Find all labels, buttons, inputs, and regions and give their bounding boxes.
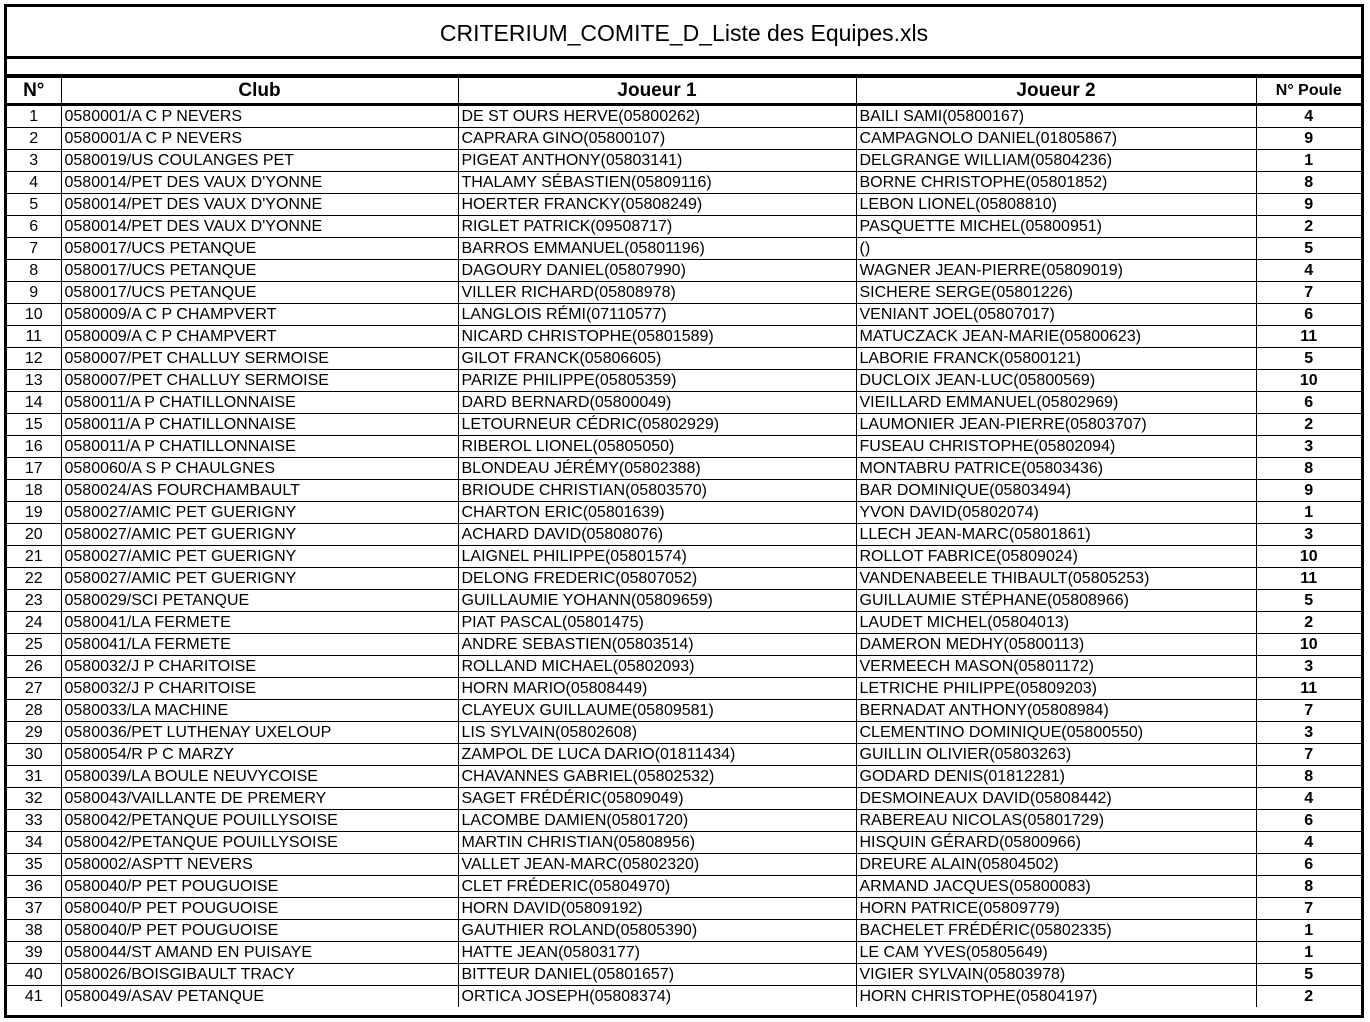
cell-club: 0580007/PET CHALLUY SERMOISE [61,370,458,392]
cell-num: 11 [7,326,61,348]
table-row [7,172,1361,194]
cell-poule: 6 [1256,304,1361,326]
cell-club: 0580026/BOISGIBAULT TRACY [61,964,458,986]
cell-joueur2: VENIANT JOEL(05807017) [856,304,1256,326]
cell-joueur1: BRIOUDE CHRISTIAN(05803570) [458,480,856,502]
cell-joueur2: VANDENABEELE THIBAULT(05805253) [856,568,1256,590]
cell-poule: 1 [1256,942,1361,964]
cell-poule: 2 [1256,612,1361,634]
cell-joueur2: LABORIE FRANCK(05800121) [856,348,1256,370]
cell-joueur2: FUSEAU CHRISTOPHE(05802094) [856,436,1256,458]
cell-joueur1: HOERTER FRANCKY(05808249) [458,194,856,216]
cell-num: 26 [7,656,61,678]
cell-joueur2: DUCLOIX JEAN-LUC(05800569) [856,370,1256,392]
cell-joueur1: THALAMY SÉBASTIEN(05809116) [458,172,856,194]
cell-joueur2: WAGNER JEAN-PIERRE(05809019) [856,260,1256,282]
cell-joueur1: ORTICA JOSEPH(05808374) [458,986,856,1008]
cell-poule: 8 [1256,766,1361,788]
cell-club: 0580040/P PET POUGUOISE [61,898,458,920]
cell-num: 9 [7,282,61,304]
cell-joueur2: VIGIER SYLVAIN(05803978) [856,964,1256,986]
cell-club: 0580043/VAILLANTE DE PREMERY [61,788,458,810]
cell-poule: 11 [1256,326,1361,348]
header-joueur2: Joueur 2 [856,78,1256,105]
table-row [7,788,1361,810]
cell-poule: 8 [1256,876,1361,898]
cell-num: 3 [7,150,61,172]
cell-num: 18 [7,480,61,502]
cell-joueur1: DAGOURY DANIEL(05807990) [458,260,856,282]
table-row [7,744,1361,766]
table-row [7,502,1361,524]
teams-table [7,77,1361,1007]
header-row [7,78,1361,105]
cell-num: 24 [7,612,61,634]
cell-club: 0580001/A C P NEVERS [61,105,458,128]
table-row [7,854,1361,876]
table-row [7,238,1361,260]
cell-num: 32 [7,788,61,810]
cell-num: 17 [7,458,61,480]
cell-poule: 4 [1256,788,1361,810]
cell-poule: 10 [1256,546,1361,568]
cell-num: 36 [7,876,61,898]
spreadsheet-page [4,4,1364,1018]
table-row [7,722,1361,744]
cell-joueur1: CLET FRÉDERIC(05804970) [458,876,856,898]
cell-club: 0580017/UCS PETANQUE [61,260,458,282]
cell-poule: 6 [1256,392,1361,414]
cell-num: 15 [7,414,61,436]
cell-club: 0580017/UCS PETANQUE [61,282,458,304]
cell-joueur2: DAMERON MEDHY(05800113) [856,634,1256,656]
cell-num: 20 [7,524,61,546]
cell-joueur1: CHARTON ERIC(05801639) [458,502,856,524]
table-row [7,216,1361,238]
cell-num: 12 [7,348,61,370]
cell-club: 0580044/ST AMAND EN PUISAYE [61,942,458,964]
table-row [7,898,1361,920]
cell-club: 0580041/LA FERMETE [61,634,458,656]
table-row [7,370,1361,392]
cell-poule: 7 [1256,744,1361,766]
cell-joueur2: GUILLAUMIE STÉPHANE(05808966) [856,590,1256,612]
cell-poule: 6 [1256,810,1361,832]
cell-num: 19 [7,502,61,524]
table-row [7,876,1361,898]
cell-poule: 10 [1256,634,1361,656]
cell-club: 0580040/P PET POUGUOISE [61,876,458,898]
table-row [7,832,1361,854]
cell-num: 30 [7,744,61,766]
cell-poule: 9 [1256,480,1361,502]
cell-joueur2: DESMOINEAUX DAVID(05808442) [856,788,1256,810]
cell-joueur1: LAIGNEL PHILIPPE(05801574) [458,546,856,568]
cell-joueur2: LEBON LIONEL(05808810) [856,194,1256,216]
cell-joueur1: NICARD CHRISTOPHE(05801589) [458,326,856,348]
cell-poule: 5 [1256,590,1361,612]
cell-poule: 11 [1256,568,1361,590]
cell-club: 0580014/PET DES VAUX D'YONNE [61,172,458,194]
cell-club: 0580014/PET DES VAUX D'YONNE [61,216,458,238]
table-row [7,986,1361,1008]
cell-joueur1: SAGET FRÉDÉRIC(05809049) [458,788,856,810]
cell-joueur2: BAILI SAMI(05800167) [856,105,1256,128]
cell-poule: 2 [1256,414,1361,436]
cell-poule: 2 [1256,986,1361,1008]
cell-num: 16 [7,436,61,458]
cell-poule: 5 [1256,964,1361,986]
cell-num: 21 [7,546,61,568]
cell-joueur2: ARMAND JACQUES(05800083) [856,876,1256,898]
cell-joueur2: LETRICHE PHILIPPE(05809203) [856,678,1256,700]
cell-joueur1: VILLER RICHARD(05808978) [458,282,856,304]
table-row [7,480,1361,502]
cell-num: 1 [7,105,61,128]
cell-club: 0580060/A S P CHAULGNES [61,458,458,480]
cell-num: 2 [7,128,61,150]
table-row [7,458,1361,480]
table-row [7,326,1361,348]
cell-club: 0580042/PETANQUE POUILLYSOISE [61,832,458,854]
cell-joueur1: BLONDEAU JÉRÉMY(05802388) [458,458,856,480]
cell-num: 27 [7,678,61,700]
cell-joueur2: LE CAM YVES(05805649) [856,942,1256,964]
cell-joueur1: PARIZE PHILIPPE(05805359) [458,370,856,392]
cell-joueur2: DELGRANGE WILLIAM(05804236) [856,150,1256,172]
cell-joueur2: PASQUETTE MICHEL(05800951) [856,216,1256,238]
header-club: Club [61,78,458,105]
cell-joueur2: HISQUIN GÉRARD(05800966) [856,832,1256,854]
table-row [7,810,1361,832]
cell-joueur2: DREURE ALAIN(05804502) [856,854,1256,876]
cell-club: 0580027/AMIC PET GUERIGNY [61,524,458,546]
cell-num: 23 [7,590,61,612]
header-joueur1: Joueur 1 [458,78,856,105]
cell-joueur1: DARD BERNARD(05800049) [458,392,856,414]
cell-joueur2: () [856,238,1256,260]
cell-joueur1: LANGLOIS RÉMI(07110577) [458,304,856,326]
cell-num: 10 [7,304,61,326]
cell-poule: 5 [1256,348,1361,370]
cell-num: 14 [7,392,61,414]
cell-joueur1: CHAVANNES GABRIEL(05802532) [458,766,856,788]
cell-joueur1: LETOURNEUR CÉDRIC(05802929) [458,414,856,436]
cell-joueur1: GAUTHIER ROLAND(05805390) [458,920,856,942]
cell-poule: 7 [1256,898,1361,920]
cell-num: 38 [7,920,61,942]
cell-num: 34 [7,832,61,854]
cell-joueur2: CLEMENTINO DOMINIQUE(05800550) [856,722,1256,744]
cell-joueur1: BARROS EMMANUEL(05801196) [458,238,856,260]
cell-club: 0580011/A P CHATILLONNAISE [61,436,458,458]
table-row [7,304,1361,326]
table-row [7,348,1361,370]
document-title: CRITERIUM_COMITE_D_Liste des Equipes.xls [7,7,1361,59]
table-row [7,105,1361,128]
cell-club: 0580033/LA MACHINE [61,700,458,722]
cell-num: 6 [7,216,61,238]
cell-club: 0580011/A P CHATILLONNAISE [61,392,458,414]
cell-joueur1: DE ST OURS HERVE(05800262) [458,105,856,128]
cell-num: 39 [7,942,61,964]
cell-poule: 7 [1256,282,1361,304]
table-row [7,392,1361,414]
table-row [7,524,1361,546]
cell-num: 41 [7,986,61,1008]
table-row [7,436,1361,458]
cell-num: 25 [7,634,61,656]
cell-joueur2: HORN PATRICE(05809779) [856,898,1256,920]
table-row [7,260,1361,282]
cell-joueur2: GUILLIN OLIVIER(05803263) [856,744,1256,766]
cell-poule: 4 [1256,105,1361,128]
cell-joueur1: GILOT FRANCK(05806605) [458,348,856,370]
cell-poule: 5 [1256,238,1361,260]
table-body [7,105,1361,1008]
table-row [7,546,1361,568]
cell-club: 0580001/A C P NEVERS [61,128,458,150]
cell-poule: 10 [1256,370,1361,392]
cell-joueur2: MATUCZACK JEAN-MARIE(05800623) [856,326,1256,348]
cell-joueur2: VIEILLARD EMMANUEL(05802969) [856,392,1256,414]
cell-joueur2: LAUMONIER JEAN-PIERRE(05803707) [856,414,1256,436]
cell-joueur2: MONTABRU PATRICE(05803436) [856,458,1256,480]
cell-joueur1: ZAMPOL DE LUCA DARIO(01811434) [458,744,856,766]
cell-joueur2: ROLLOT FABRICE(05809024) [856,546,1256,568]
cell-poule: 3 [1256,524,1361,546]
cell-poule: 11 [1256,678,1361,700]
cell-num: 7 [7,238,61,260]
cell-club: 0580014/PET DES VAUX D'YONNE [61,194,458,216]
cell-poule: 1 [1256,502,1361,524]
cell-club: 0580041/LA FERMETE [61,612,458,634]
cell-num: 37 [7,898,61,920]
cell-joueur2: VERMEECH MASON(05801172) [856,656,1256,678]
cell-joueur1: ACHARD DAVID(05808076) [458,524,856,546]
cell-poule: 8 [1256,458,1361,480]
cell-club: 0580019/US COULANGES PET [61,150,458,172]
cell-joueur2: LLECH JEAN-MARC(05801861) [856,524,1256,546]
cell-poule: 1 [1256,150,1361,172]
cell-joueur1: PIAT PASCAL(05801475) [458,612,856,634]
cell-joueur1: HORN DAVID(05809192) [458,898,856,920]
cell-num: 29 [7,722,61,744]
cell-club: 0580054/R P C MARZY [61,744,458,766]
cell-poule: 3 [1256,656,1361,678]
table-row [7,590,1361,612]
cell-num: 28 [7,700,61,722]
cell-num: 33 [7,810,61,832]
cell-poule: 6 [1256,854,1361,876]
cell-num: 31 [7,766,61,788]
cell-joueur1: LIS SYLVAIN(05802608) [458,722,856,744]
cell-joueur2: RABEREAU NICOLAS(05801729) [856,810,1256,832]
table-row [7,964,1361,986]
table-row [7,612,1361,634]
cell-joueur2: LAUDET MICHEL(05804013) [856,612,1256,634]
cell-poule: 3 [1256,436,1361,458]
cell-poule: 2 [1256,216,1361,238]
cell-club: 0580017/UCS PETANQUE [61,238,458,260]
cell-joueur2: SICHERE SERGE(05801226) [856,282,1256,304]
table-row [7,568,1361,590]
cell-joueur1: GUILLAUMIE YOHANN(05809659) [458,590,856,612]
cell-joueur1: VALLET JEAN-MARC(05802320) [458,854,856,876]
cell-joueur2: CAMPAGNOLO DANIEL(01805867) [856,128,1256,150]
cell-club: 0580049/ASAV PETANQUE [61,986,458,1008]
cell-poule: 4 [1256,832,1361,854]
cell-joueur1: HORN MARIO(05808449) [458,678,856,700]
cell-joueur1: BITTEUR DANIEL(05801657) [458,964,856,986]
cell-joueur1: HATTE JEAN(05803177) [458,942,856,964]
cell-club: 0580042/PETANQUE POUILLYSOISE [61,810,458,832]
cell-joueur2: BAR DOMINIQUE(05803494) [856,480,1256,502]
table-row [7,766,1361,788]
cell-joueur2: BERNADAT ANTHONY(05808984) [856,700,1256,722]
cell-club: 0580032/J P CHARITOISE [61,678,458,700]
cell-num: 35 [7,854,61,876]
cell-poule: 7 [1256,700,1361,722]
cell-poule: 9 [1256,194,1361,216]
cell-poule: 9 [1256,128,1361,150]
cell-club: 0580007/PET CHALLUY SERMOISE [61,348,458,370]
header-poule: N° Poule [1256,78,1361,105]
cell-joueur2: HORN CHRISTOPHE(05804197) [856,986,1256,1008]
header-num: N° [7,78,61,105]
cell-joueur1: ANDRE SEBASTIEN(05803514) [458,634,856,656]
table-row [7,678,1361,700]
table-row [7,634,1361,656]
cell-club: 0580009/A C P CHAMPVERT [61,326,458,348]
cell-joueur1: CLAYEUX GUILLAUME(05809581) [458,700,856,722]
cell-num: 5 [7,194,61,216]
cell-poule: 1 [1256,920,1361,942]
cell-joueur2: GODARD DENIS(01812281) [856,766,1256,788]
cell-joueur1: LACOMBE DAMIEN(05801720) [458,810,856,832]
table-row [7,656,1361,678]
table-row [7,700,1361,722]
table-row [7,282,1361,304]
table-row [7,150,1361,172]
table-row [7,414,1361,436]
table-row [7,942,1361,964]
cell-club: 0580002/ASPTT NEVERS [61,854,458,876]
cell-num: 8 [7,260,61,282]
cell-club: 0580027/AMIC PET GUERIGNY [61,568,458,590]
cell-joueur2: BORNE CHRISTOPHE(05801852) [856,172,1256,194]
cell-club: 0580040/P PET POUGUOISE [61,920,458,942]
cell-club: 0580036/PET LUTHENAY UXELOUP [61,722,458,744]
cell-club: 0580024/AS FOURCHAMBAULT [61,480,458,502]
cell-num: 4 [7,172,61,194]
cell-joueur1: RIGLET PATRICK(09508717) [458,216,856,238]
cell-club: 0580029/SCI PETANQUE [61,590,458,612]
cell-club: 0580027/AMIC PET GUERIGNY [61,502,458,524]
cell-poule: 4 [1256,260,1361,282]
table-row [7,920,1361,942]
cell-club: 0580027/AMIC PET GUERIGNY [61,546,458,568]
cell-joueur1: MARTIN CHRISTIAN(05808956) [458,832,856,854]
cell-joueur2: YVON DAVID(05802074) [856,502,1256,524]
cell-joueur1: CAPRARA GINO(05800107) [458,128,856,150]
cell-joueur1: ROLLAND MICHAEL(05802093) [458,656,856,678]
cell-poule: 3 [1256,722,1361,744]
table-row [7,194,1361,216]
cell-joueur2: BACHELET FRÉDÉRIC(05802335) [856,920,1256,942]
cell-num: 22 [7,568,61,590]
spacer-row [7,59,1361,77]
cell-joueur1: DELONG FREDERIC(05807052) [458,568,856,590]
cell-num: 13 [7,370,61,392]
cell-joueur1: RIBEROL LIONEL(05805050) [458,436,856,458]
cell-poule: 8 [1256,172,1361,194]
cell-club: 0580039/LA BOULE NEUVYCOISE [61,766,458,788]
cell-club: 0580009/A C P CHAMPVERT [61,304,458,326]
cell-num: 40 [7,964,61,986]
cell-joueur1: PIGEAT ANTHONY(05803141) [458,150,856,172]
cell-club: 0580011/A P CHATILLONNAISE [61,414,458,436]
cell-club: 0580032/J P CHARITOISE [61,656,458,678]
table-row [7,128,1361,150]
